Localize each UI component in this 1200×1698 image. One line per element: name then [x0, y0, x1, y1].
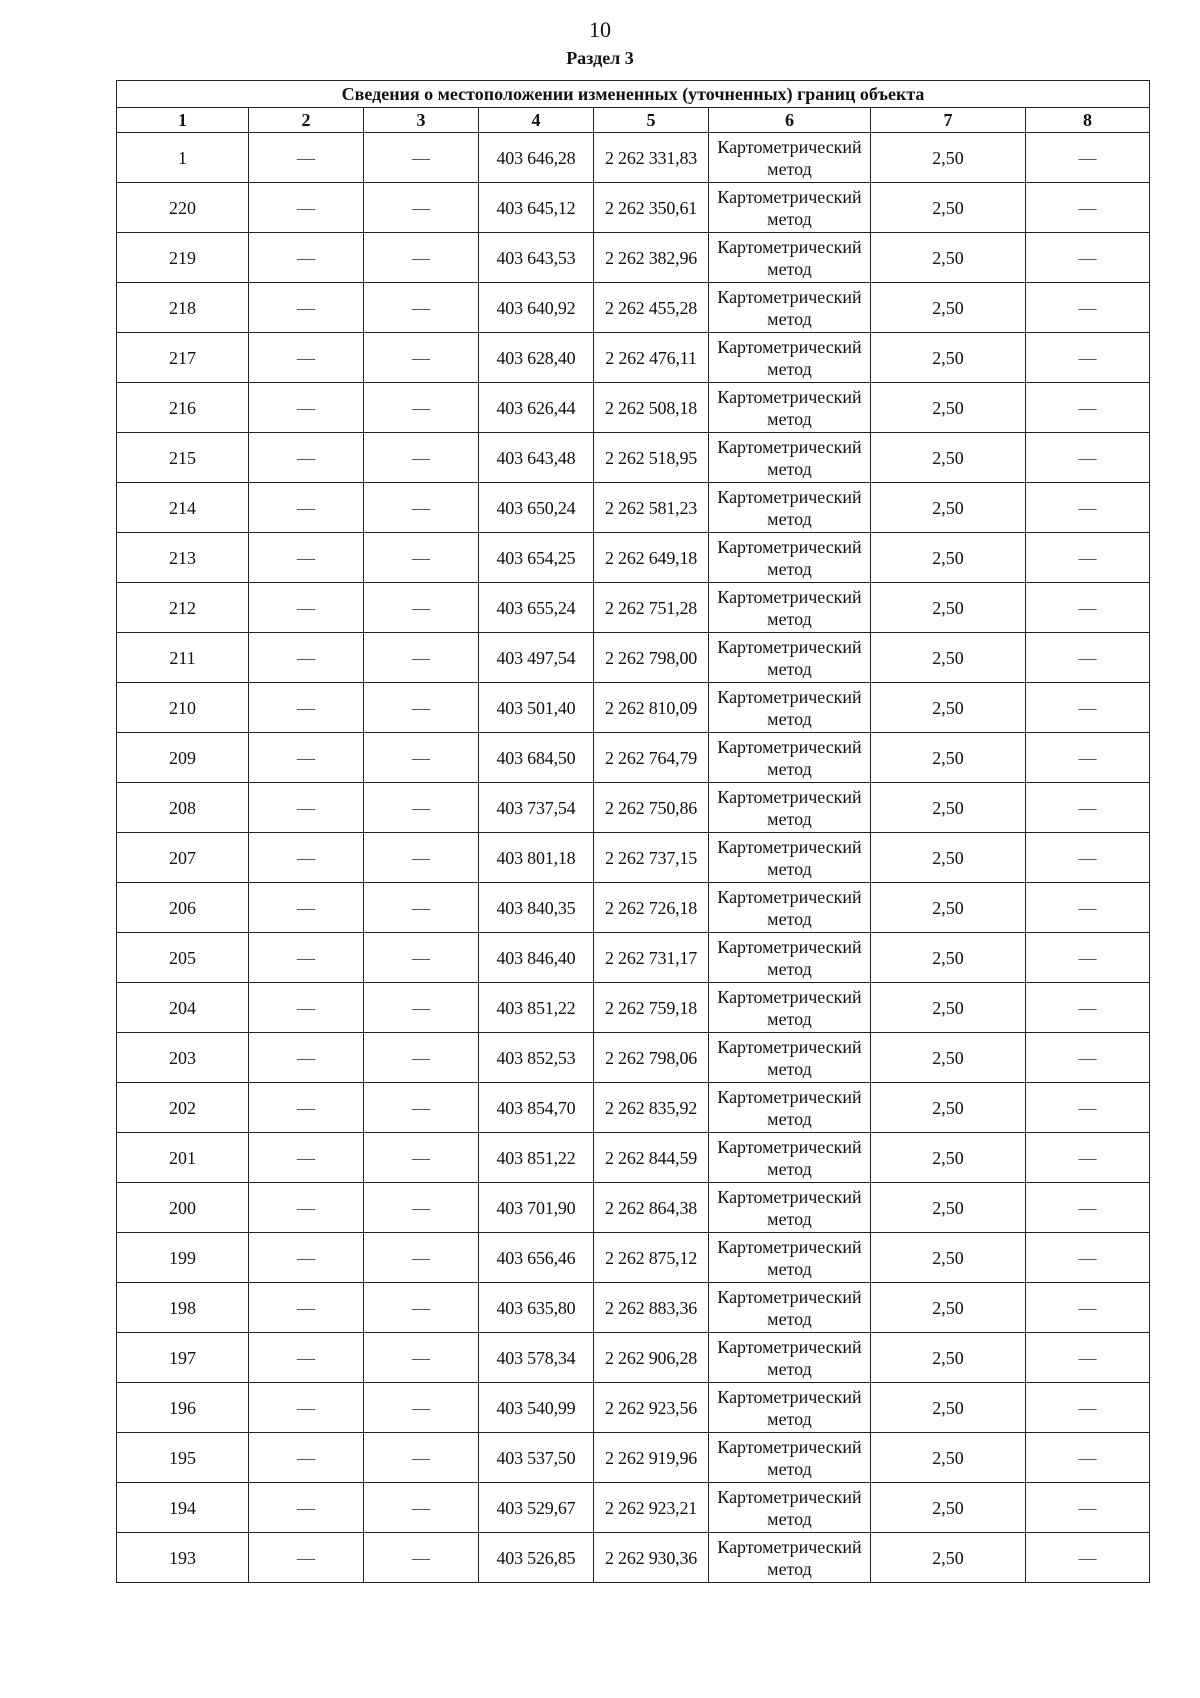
y-coordinate-cell: 2 262 737,15: [594, 833, 709, 883]
empty-cell: —: [1026, 1183, 1150, 1233]
table-row: [117, 983, 1150, 1033]
empty-cell: —: [364, 633, 479, 683]
boundary-coordinates-table: [116, 80, 1150, 1583]
accuracy-cell: 2,50: [871, 633, 1026, 683]
x-coordinate-cell: 403 635,80: [479, 1283, 594, 1333]
empty-cell: —: [364, 683, 479, 733]
method-cell: Картометрический метод: [709, 1383, 871, 1433]
x-coordinate-cell: 403 526,85: [479, 1533, 594, 1583]
accuracy-cell: 2,50: [871, 683, 1026, 733]
table-row: [117, 833, 1150, 883]
y-coordinate-cell: 2 262 759,18: [594, 983, 709, 1033]
y-coordinate-cell: 2 262 919,96: [594, 1433, 709, 1483]
empty-cell: —: [249, 1233, 364, 1283]
empty-cell: —: [1026, 483, 1150, 533]
empty-cell: —: [364, 1533, 479, 1583]
accuracy-cell: 2,50: [871, 1483, 1026, 1533]
accuracy-cell: 2,50: [871, 1383, 1026, 1433]
empty-cell: —: [364, 1433, 479, 1483]
y-coordinate-cell: 2 262 750,86: [594, 783, 709, 833]
table-row: [117, 783, 1150, 833]
empty-cell: —: [1026, 1533, 1150, 1583]
x-coordinate-cell: 403 578,34: [479, 1333, 594, 1383]
empty-cell: —: [1026, 1083, 1150, 1133]
y-coordinate-cell: 2 262 798,00: [594, 633, 709, 683]
x-coordinate-cell: 403 655,24: [479, 583, 594, 633]
y-coordinate-cell: 2 262 382,96: [594, 233, 709, 283]
table-row: [117, 183, 1150, 233]
y-coordinate-cell: 2 262 864,38: [594, 1183, 709, 1233]
empty-cell: —: [1026, 533, 1150, 583]
point-number-cell: 217: [117, 333, 249, 383]
table-row: [117, 333, 1150, 383]
empty-cell: —: [364, 283, 479, 333]
point-number-cell: 219: [117, 233, 249, 283]
x-coordinate-cell: 403 840,35: [479, 883, 594, 933]
x-coordinate-cell: 403 626,44: [479, 383, 594, 433]
x-coordinate-cell: 403 501,40: [479, 683, 594, 733]
table-row: [117, 633, 1150, 683]
empty-cell: —: [249, 233, 364, 283]
x-coordinate-cell: 403 640,92: [479, 283, 594, 333]
empty-cell: —: [1026, 633, 1150, 683]
method-cell: Картометрический метод: [709, 833, 871, 883]
point-number-cell: 206: [117, 883, 249, 933]
method-cell: Картометрический метод: [709, 733, 871, 783]
empty-cell: —: [364, 183, 479, 233]
x-coordinate-cell: 403 537,50: [479, 1433, 594, 1483]
empty-cell: —: [364, 333, 479, 383]
empty-cell: —: [364, 533, 479, 583]
empty-cell: —: [1026, 933, 1150, 983]
column-number: 3: [364, 108, 479, 133]
empty-cell: —: [249, 883, 364, 933]
empty-cell: —: [249, 1133, 364, 1183]
empty-cell: —: [1026, 1483, 1150, 1533]
empty-cell: —: [364, 783, 479, 833]
empty-cell: —: [1026, 183, 1150, 233]
y-coordinate-cell: 2 262 923,21: [594, 1483, 709, 1533]
point-number-cell: 210: [117, 683, 249, 733]
accuracy-cell: 2,50: [871, 233, 1026, 283]
empty-cell: —: [249, 933, 364, 983]
accuracy-cell: 2,50: [871, 183, 1026, 233]
accuracy-cell: 2,50: [871, 133, 1026, 183]
empty-cell: —: [249, 1383, 364, 1433]
empty-cell: —: [364, 1333, 479, 1383]
empty-cell: —: [1026, 583, 1150, 633]
method-cell: Картометрический метод: [709, 683, 871, 733]
column-number: 6: [709, 108, 871, 133]
point-number-cell: 195: [117, 1433, 249, 1483]
empty-cell: —: [249, 433, 364, 483]
column-number: 4: [479, 108, 594, 133]
empty-cell: —: [249, 633, 364, 683]
accuracy-cell: 2,50: [871, 1233, 1026, 1283]
x-coordinate-cell: 403 650,24: [479, 483, 594, 533]
y-coordinate-cell: 2 262 906,28: [594, 1333, 709, 1383]
accuracy-cell: 2,50: [871, 933, 1026, 983]
method-cell: Картометрический метод: [709, 1333, 871, 1383]
x-coordinate-cell: 403 497,54: [479, 633, 594, 683]
method-cell: Картометрический метод: [709, 483, 871, 533]
table-body: [117, 133, 1150, 1583]
table-row: [117, 1233, 1150, 1283]
y-coordinate-cell: 2 262 844,59: [594, 1133, 709, 1183]
y-coordinate-cell: 2 262 810,09: [594, 683, 709, 733]
point-number-cell: 218: [117, 283, 249, 333]
empty-cell: —: [249, 383, 364, 433]
empty-cell: —: [249, 183, 364, 233]
accuracy-cell: 2,50: [871, 433, 1026, 483]
table-row: [117, 1283, 1150, 1333]
empty-cell: —: [249, 1433, 364, 1483]
accuracy-cell: 2,50: [871, 333, 1026, 383]
empty-cell: —: [1026, 433, 1150, 483]
method-cell: Картометрический метод: [709, 433, 871, 483]
method-cell: Картометрический метод: [709, 283, 871, 333]
column-number: 2: [249, 108, 364, 133]
empty-cell: —: [249, 533, 364, 583]
accuracy-cell: 2,50: [871, 583, 1026, 633]
point-number-cell: 200: [117, 1183, 249, 1233]
point-number-cell: 207: [117, 833, 249, 883]
y-coordinate-cell: 2 262 835,92: [594, 1083, 709, 1133]
y-coordinate-cell: 2 262 930,36: [594, 1533, 709, 1583]
empty-cell: —: [1026, 1133, 1150, 1183]
accuracy-cell: 2,50: [871, 483, 1026, 533]
x-coordinate-cell: 403 684,50: [479, 733, 594, 783]
x-coordinate-cell: 403 801,18: [479, 833, 594, 883]
empty-cell: —: [364, 233, 479, 283]
table-caption: Сведения о местоположении измененных (уточненных) границ объекта: [117, 81, 1150, 108]
method-cell: Картометрический метод: [709, 533, 871, 583]
y-coordinate-cell: 2 262 476,11: [594, 333, 709, 383]
table-row: [117, 583, 1150, 633]
method-cell: Картометрический метод: [709, 383, 871, 433]
x-coordinate-cell: 403 628,40: [479, 333, 594, 383]
method-cell: Картометрический метод: [709, 1283, 871, 1333]
empty-cell: —: [364, 133, 479, 183]
column-number: 1: [117, 108, 249, 133]
empty-cell: —: [364, 833, 479, 883]
column-number: 8: [1026, 108, 1150, 133]
table-row: [117, 1333, 1150, 1383]
y-coordinate-cell: 2 262 883,36: [594, 1283, 709, 1333]
accuracy-cell: 2,50: [871, 1333, 1026, 1383]
method-cell: Картометрический метод: [709, 783, 871, 833]
empty-cell: —: [364, 733, 479, 783]
empty-cell: —: [1026, 783, 1150, 833]
empty-cell: —: [1026, 683, 1150, 733]
empty-cell: —: [249, 683, 364, 733]
accuracy-cell: 2,50: [871, 1283, 1026, 1333]
x-coordinate-cell: 403 737,54: [479, 783, 594, 833]
empty-cell: —: [364, 1133, 479, 1183]
empty-cell: —: [364, 883, 479, 933]
method-cell: Картометрический метод: [709, 1483, 871, 1533]
table-row: [117, 683, 1150, 733]
empty-cell: —: [1026, 233, 1150, 283]
table-row: [117, 1533, 1150, 1583]
empty-cell: —: [364, 483, 479, 533]
empty-cell: —: [364, 1283, 479, 1333]
point-number-cell: 215: [117, 433, 249, 483]
method-cell: Картометрический метод: [709, 883, 871, 933]
point-number-cell: 214: [117, 483, 249, 533]
empty-cell: —: [1026, 733, 1150, 783]
empty-cell: —: [364, 583, 479, 633]
table-row: [117, 933, 1150, 983]
point-number-cell: 213: [117, 533, 249, 583]
empty-cell: —: [1026, 1433, 1150, 1483]
empty-cell: —: [249, 1283, 364, 1333]
page-number: 10: [589, 17, 611, 42]
y-coordinate-cell: 2 262 875,12: [594, 1233, 709, 1283]
method-cell: Картометрический метод: [709, 583, 871, 633]
empty-cell: —: [1026, 833, 1150, 883]
point-number-cell: 208: [117, 783, 249, 833]
empty-cell: —: [364, 383, 479, 433]
point-number-cell: 199: [117, 1233, 249, 1283]
point-number-cell: 196: [117, 1383, 249, 1433]
point-number-cell: 216: [117, 383, 249, 433]
x-coordinate-cell: 403 846,40: [479, 933, 594, 983]
y-coordinate-cell: 2 262 731,17: [594, 933, 709, 983]
accuracy-cell: 2,50: [871, 983, 1026, 1033]
table-row: [117, 1133, 1150, 1183]
x-coordinate-cell: 403 854,70: [479, 1083, 594, 1133]
x-coordinate-cell: 403 529,67: [479, 1483, 594, 1533]
point-number-cell: 193: [117, 1533, 249, 1583]
empty-cell: —: [1026, 333, 1150, 383]
empty-cell: —: [249, 1483, 364, 1533]
method-cell: Картометрический метод: [709, 633, 871, 683]
method-cell: Картометрический метод: [709, 1233, 871, 1283]
y-coordinate-cell: 2 262 798,06: [594, 1033, 709, 1083]
method-cell: Картометрический метод: [709, 933, 871, 983]
empty-cell: —: [1026, 1033, 1150, 1083]
table-row: [117, 233, 1150, 283]
point-number-cell: 194: [117, 1483, 249, 1533]
empty-cell: —: [249, 1033, 364, 1083]
empty-cell: —: [1026, 1383, 1150, 1433]
method-cell: Картометрический метод: [709, 1033, 871, 1083]
empty-cell: —: [1026, 983, 1150, 1033]
point-number-cell: 198: [117, 1283, 249, 1333]
accuracy-cell: 2,50: [871, 1083, 1026, 1133]
empty-cell: —: [1026, 383, 1150, 433]
accuracy-cell: 2,50: [871, 1433, 1026, 1483]
accuracy-cell: 2,50: [871, 733, 1026, 783]
empty-cell: —: [1026, 1233, 1150, 1283]
point-number-cell: 205: [117, 933, 249, 983]
empty-cell: —: [1026, 1283, 1150, 1333]
y-coordinate-cell: 2 262 649,18: [594, 533, 709, 583]
empty-cell: —: [249, 733, 364, 783]
empty-cell: —: [249, 983, 364, 1033]
table-row: [117, 1183, 1150, 1233]
accuracy-cell: 2,50: [871, 1133, 1026, 1183]
accuracy-cell: 2,50: [871, 1033, 1026, 1083]
method-cell: Картометрический метод: [709, 233, 871, 283]
method-cell: Картометрический метод: [709, 1533, 871, 1583]
x-coordinate-cell: 403 656,46: [479, 1233, 594, 1283]
table-row: [117, 1433, 1150, 1483]
x-coordinate-cell: 403 851,22: [479, 1133, 594, 1183]
method-cell: Картометрический метод: [709, 1433, 871, 1483]
empty-cell: —: [249, 333, 364, 383]
empty-cell: —: [364, 1383, 479, 1433]
method-cell: Картометрический метод: [709, 1083, 871, 1133]
method-cell: Картометрический метод: [709, 333, 871, 383]
y-coordinate-cell: 2 262 508,18: [594, 383, 709, 433]
accuracy-cell: 2,50: [871, 533, 1026, 583]
accuracy-cell: 2,50: [871, 883, 1026, 933]
column-number: 7: [871, 108, 1026, 133]
x-coordinate-cell: 403 852,53: [479, 1033, 594, 1083]
empty-cell: —: [249, 483, 364, 533]
y-coordinate-cell: 2 262 455,28: [594, 283, 709, 333]
point-number-cell: 201: [117, 1133, 249, 1183]
x-coordinate-cell: 403 643,48: [479, 433, 594, 483]
point-number-cell: 202: [117, 1083, 249, 1133]
empty-cell: —: [1026, 1333, 1150, 1383]
y-coordinate-cell: 2 262 518,95: [594, 433, 709, 483]
method-cell: Картометрический метод: [709, 1133, 871, 1183]
x-coordinate-cell: 403 540,99: [479, 1383, 594, 1433]
table-row: [117, 433, 1150, 483]
y-coordinate-cell: 2 262 764,79: [594, 733, 709, 783]
accuracy-cell: 2,50: [871, 783, 1026, 833]
x-coordinate-cell: 403 643,53: [479, 233, 594, 283]
method-cell: Картометрический метод: [709, 183, 871, 233]
empty-cell: —: [364, 1083, 479, 1133]
y-coordinate-cell: 2 262 751,28: [594, 583, 709, 633]
empty-cell: —: [249, 1533, 364, 1583]
table-row: [117, 1033, 1150, 1083]
table-row: [117, 383, 1150, 433]
point-number-cell: 209: [117, 733, 249, 783]
table-row: [117, 533, 1150, 583]
empty-cell: —: [249, 133, 364, 183]
x-coordinate-cell: 403 645,12: [479, 183, 594, 233]
column-number: 5: [594, 108, 709, 133]
point-number-cell: 212: [117, 583, 249, 633]
y-coordinate-cell: 2 262 726,18: [594, 883, 709, 933]
table-row: [117, 283, 1150, 333]
point-number-cell: 203: [117, 1033, 249, 1083]
point-number-cell: 204: [117, 983, 249, 1033]
empty-cell: —: [1026, 883, 1150, 933]
x-coordinate-cell: 403 654,25: [479, 533, 594, 583]
empty-cell: —: [249, 833, 364, 883]
table-row: [117, 733, 1150, 783]
point-number-cell: 197: [117, 1333, 249, 1383]
y-coordinate-cell: 2 262 923,56: [594, 1383, 709, 1433]
y-coordinate-cell: 2 262 581,23: [594, 483, 709, 533]
empty-cell: —: [364, 1033, 479, 1083]
empty-cell: —: [364, 1183, 479, 1233]
empty-cell: —: [364, 1233, 479, 1283]
table-row: [117, 1483, 1150, 1533]
empty-cell: —: [364, 1483, 479, 1533]
x-coordinate-cell: 403 646,28: [479, 133, 594, 183]
table-row: [117, 133, 1150, 183]
empty-cell: —: [249, 1083, 364, 1133]
empty-cell: —: [249, 1333, 364, 1383]
table-row: [117, 1083, 1150, 1133]
column-number-row: [117, 108, 1150, 133]
empty-cell: —: [249, 1183, 364, 1233]
method-cell: Картометрический метод: [709, 133, 871, 183]
empty-cell: —: [364, 433, 479, 483]
method-cell: Картометрический метод: [709, 983, 871, 1033]
method-cell: Картометрический метод: [709, 1183, 871, 1233]
accuracy-cell: 2,50: [871, 383, 1026, 433]
point-number-cell: 220: [117, 183, 249, 233]
point-number-cell: 1: [117, 133, 249, 183]
accuracy-cell: 2,50: [871, 833, 1026, 883]
empty-cell: —: [1026, 283, 1150, 333]
y-coordinate-cell: 2 262 350,61: [594, 183, 709, 233]
empty-cell: —: [1026, 133, 1150, 183]
table-row: [117, 483, 1150, 533]
empty-cell: —: [249, 583, 364, 633]
empty-cell: —: [364, 983, 479, 1033]
y-coordinate-cell: 2 262 331,83: [594, 133, 709, 183]
table-row: [117, 1383, 1150, 1433]
empty-cell: —: [249, 283, 364, 333]
x-coordinate-cell: 403 851,22: [479, 983, 594, 1033]
empty-cell: —: [364, 933, 479, 983]
x-coordinate-cell: 403 701,90: [479, 1183, 594, 1233]
accuracy-cell: 2,50: [871, 283, 1026, 333]
accuracy-cell: 2,50: [871, 1533, 1026, 1583]
table-row: [117, 883, 1150, 933]
empty-cell: —: [249, 783, 364, 833]
point-number-cell: 211: [117, 633, 249, 683]
section-title: Раздел 3: [566, 48, 634, 68]
accuracy-cell: 2,50: [871, 1183, 1026, 1233]
